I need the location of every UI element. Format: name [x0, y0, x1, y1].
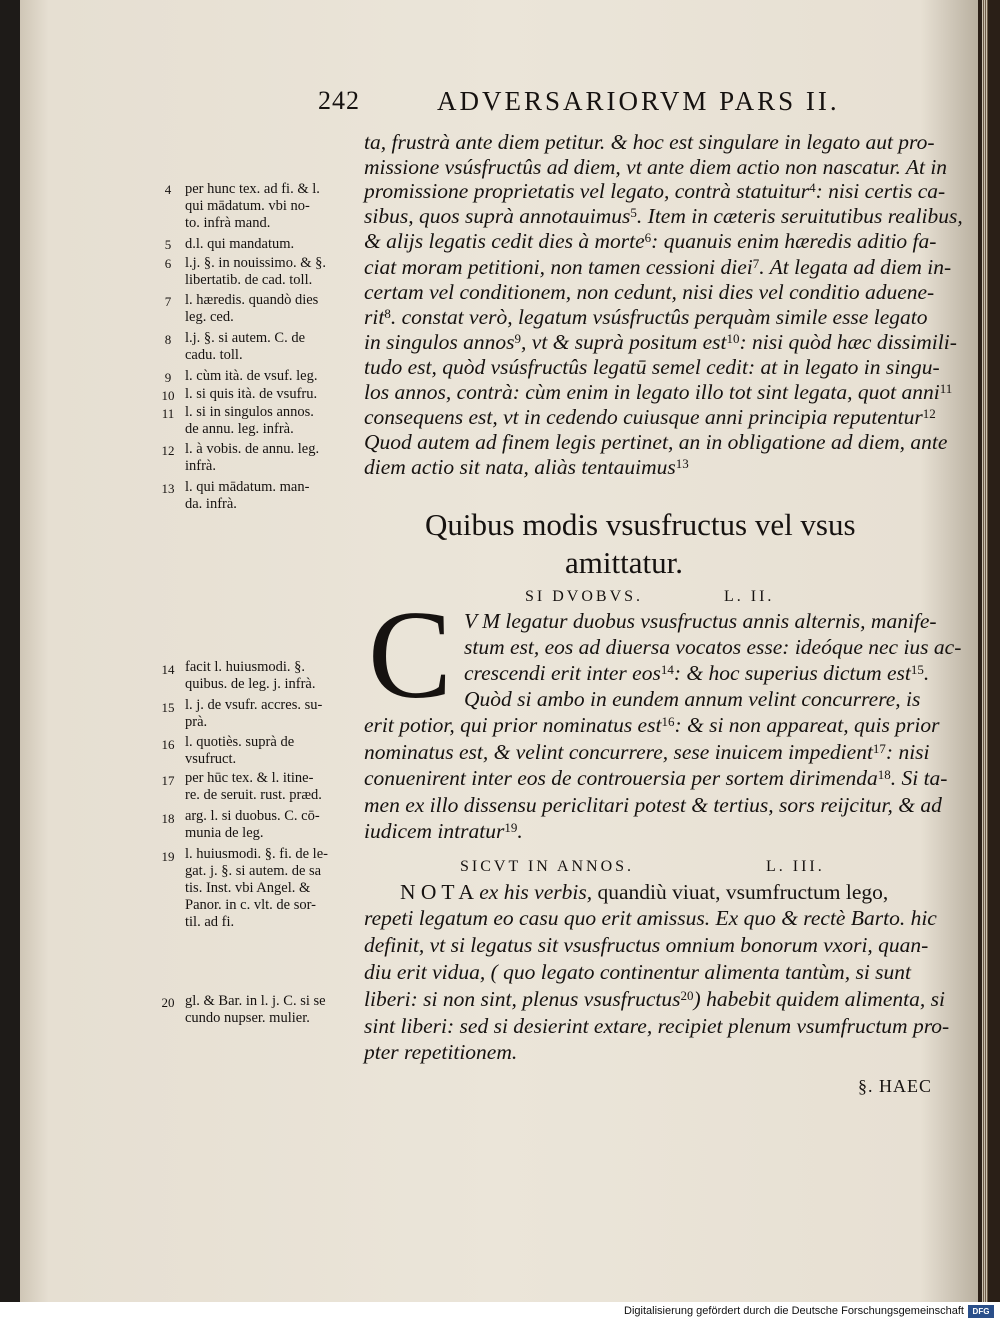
note-number: 18 — [161, 811, 175, 826]
margin-note: facit l. huiusmodi. §. quibus. de leg. j. infrà. — [185, 659, 316, 692]
body-line: diu erit vidua, ( quo legato continentur alimenta tantùm, si sunt — [364, 960, 912, 984]
lemma-heading: SICVT IN ANNOS. — [460, 858, 635, 875]
body-line: diem actio sit nata, aliàs tentauimus$^{13}$ — [364, 455, 689, 479]
footnote-ref: 4 — [809, 180, 816, 195]
body-line: nominatus est, & velint concurrere, sese inuicem impedient$^{17}$: nisi — [364, 740, 930, 764]
note-number: 17 — [161, 773, 175, 788]
body-line: sint liberi: sed si desierint extare, recipiet plenum vsumfructum pro- — [364, 1014, 950, 1038]
body-line: missione vsúsfructûs ad diem, vt ante diem actio non nascatur. At in — [364, 155, 948, 179]
body-line: conuenirent inter eos de controuersia per sortem dirimenda$^{18}$. Si ta- — [364, 766, 948, 790]
body-line: definit, vt si legatus sit vsusfructus omnium bonorum vxori, quan- — [364, 933, 929, 957]
body-line: certam vel conditionem, non cedunt, nisi dies vel conditio aduene- — [364, 280, 935, 304]
margin-note: l. si quis ità. de vsufru. — [185, 386, 318, 402]
catchword: §. HAEC — [858, 1076, 932, 1096]
body-line: iudicem intratur$^{19}$. — [364, 819, 523, 843]
footnote-ref: 15 — [910, 662, 924, 677]
note-number: 13 — [161, 481, 175, 496]
body-line: ta, frustrà ante diem petitur. & hoc est singulare in legato aut pro- — [364, 130, 935, 154]
page-number: 242 — [318, 86, 360, 115]
body-line: in singulos annos$^9$, vt & suprà positum est$^{10}$: nisi quòd hæc dissimili- — [364, 330, 957, 354]
body-line: men ex illo dissensu periclitari potest & tertius, sors reijcitur, & ad — [364, 793, 942, 817]
note-number: 14 — [161, 662, 175, 677]
body-line: N O T A ex his verbis, quandiù viuat, vsumfructum lego, — [400, 880, 889, 904]
note-number: 6 — [164, 256, 172, 271]
footnote-ref: 6 — [644, 230, 652, 245]
footnote-ref: 14 — [660, 662, 674, 677]
section-title: amittatur. — [565, 545, 683, 580]
note-number: 5 — [164, 237, 172, 252]
margin-note: d.l. qui mandatum. — [185, 236, 295, 252]
margin-note: arg. l. si duobus. C. cō- munia de leg. — [185, 808, 320, 841]
footnote-ref: 20 — [680, 988, 694, 1003]
note-number: 15 — [161, 700, 175, 715]
margin-note: gl. & Bar. in l. j. C. si se cundo nupser. mulier. — [185, 993, 326, 1026]
running-head: ADVERSARIORVM PARS II. — [437, 86, 840, 116]
note-number: 10 — [161, 388, 175, 403]
body-line: tudo est, quòd vsúsfructûs legatū semel cedit: at in legato in singu- — [364, 355, 940, 379]
footnote-ref: 9 — [514, 331, 522, 346]
note-number: 12 — [161, 443, 175, 458]
footnote-ref: 10 — [726, 331, 740, 346]
footnote-ref: 16 — [661, 714, 675, 729]
lemma-law: L. III. — [766, 858, 825, 875]
note-number: 4 — [164, 182, 172, 197]
margin-note: l. huiusmodi. §. fi. de le- gat. j. §. si autem. de sa tis. Inst. vbi Angel. & Panor. in c. vlt. de sor- til. ad fi. — [185, 846, 328, 930]
note-number: 20 — [161, 995, 175, 1010]
margin-note: l. qui mādatum. man- da. infrà. — [185, 479, 310, 512]
body-line: & alijs legatis cedit dies à morte$^6$: quanuis enim hæredis aditio fa- — [364, 229, 937, 253]
body-line: Quòd si ambo in eundem annum velint concurrere, is — [464, 687, 921, 711]
footnote-ref: 8 — [384, 306, 391, 321]
body-line: erit potior, qui prior nominatus est$^{16}$: & si non appareat, quis prior — [364, 713, 940, 737]
footnote-ref: 7 — [752, 256, 760, 271]
drop-capital: C — [368, 586, 453, 725]
lemma-heading: SI DVOBVS. — [525, 588, 644, 605]
body-line: V M legatur duobus vsusfructus annis alternis, manife- — [464, 609, 937, 633]
body-line: liberi: si non sint, plenus vsusfructus$^{20}$) habebit quidem alimenta, si — [364, 987, 945, 1011]
footnote-ref: 18 — [877, 767, 891, 782]
margin-note: l. j. de vsufr. accres. su- prà. — [185, 697, 323, 730]
margin-note: l. si in singulos annos. de annu. leg. infrà. — [185, 404, 314, 437]
lemma-law: L. II. — [724, 588, 775, 605]
body-line: sibus, quos suprà annotauimus$^5$. Item in cæteris seruitutibus realibus, — [364, 204, 963, 228]
footnote-ref: 19 — [504, 820, 518, 835]
body-line: pter repetitionem. — [364, 1040, 518, 1064]
note-number: 8 — [164, 332, 172, 347]
note-number: 16 — [161, 737, 175, 752]
margin-note: l. hæredis. quandò dies leg. ced. — [185, 292, 319, 325]
margin-note: l. quotiès. suprà de vsufruct. — [185, 734, 295, 767]
body-line: crescendi erit inter eos$^{14}$: & hoc superius dictum est$^{15}$. — [464, 661, 930, 685]
body-line: repeti legatum eo casu quo erit amissus. Ex quo & rectè Barto. hic — [364, 906, 937, 930]
body-line: rit$^8$. constat verò, legatum vsúsfructûs perquàm simile esse legato — [364, 305, 928, 329]
body-line: ciat moram petitioni, non tamen cessioni diei$^7$. At legata ad diem in- — [364, 255, 952, 279]
margin-note: per hūc tex. & l. itine- re. de seruit. rust. præd. — [185, 770, 322, 803]
digitization-footer — [0, 1302, 1000, 1321]
footer-credit[interactable]: Digitalisierung gefördert durch die Deutsche Forschungsgemeinschaft — [624, 1305, 964, 1317]
body-line: Quod autem ad finem legis pertinet, an in obligatione ad diem, ante — [364, 430, 948, 454]
footnote-ref: 11 — [939, 381, 953, 396]
footnote-ref: 5 — [630, 205, 637, 220]
margin-note: l. cùm ità. de vsuf. leg. — [185, 368, 318, 384]
dfg-logo[interactable]: DFG — [968, 1305, 994, 1318]
margin-note: l.j. §. si autem. C. de cadu. toll. — [185, 330, 306, 363]
footnote-ref: 12 — [922, 406, 936, 421]
margin-note: l.j. §. in nouissimo. & §. libertatib. de cad. toll. — [185, 255, 326, 288]
body-line: consequens est, vt in cedendo cuiusque anni principia reputentur$^{12}$ — [364, 405, 936, 429]
margin-note: per hunc tex. ad fi. & l. qui mādatum. vbi no- to. infrà mand. — [185, 181, 320, 231]
margin-note: l. à vobis. de annu. leg. infrà. — [185, 441, 320, 474]
section-title: Quibus modis vsusfructus vel vsus — [425, 507, 856, 542]
body-line: los annos, contrà: cùm enim in legato illo tot sint legata, quot anni$^{11}$ — [364, 380, 953, 404]
note-number: 7 — [164, 294, 172, 309]
body-line: stum est, eos ad diuersa vocatos esse: ideóque nec ius ac- — [464, 635, 962, 659]
body-line: promissione proprietatis vel legato, contrà statuitur$^4$: nisi certis ca- — [364, 179, 946, 203]
footnote-ref: 17 — [872, 741, 886, 756]
note-number: 9 — [164, 370, 172, 385]
note-number: 11 — [161, 406, 175, 421]
note-number: 19 — [161, 849, 175, 864]
footnote-ref: 13 — [675, 456, 689, 471]
